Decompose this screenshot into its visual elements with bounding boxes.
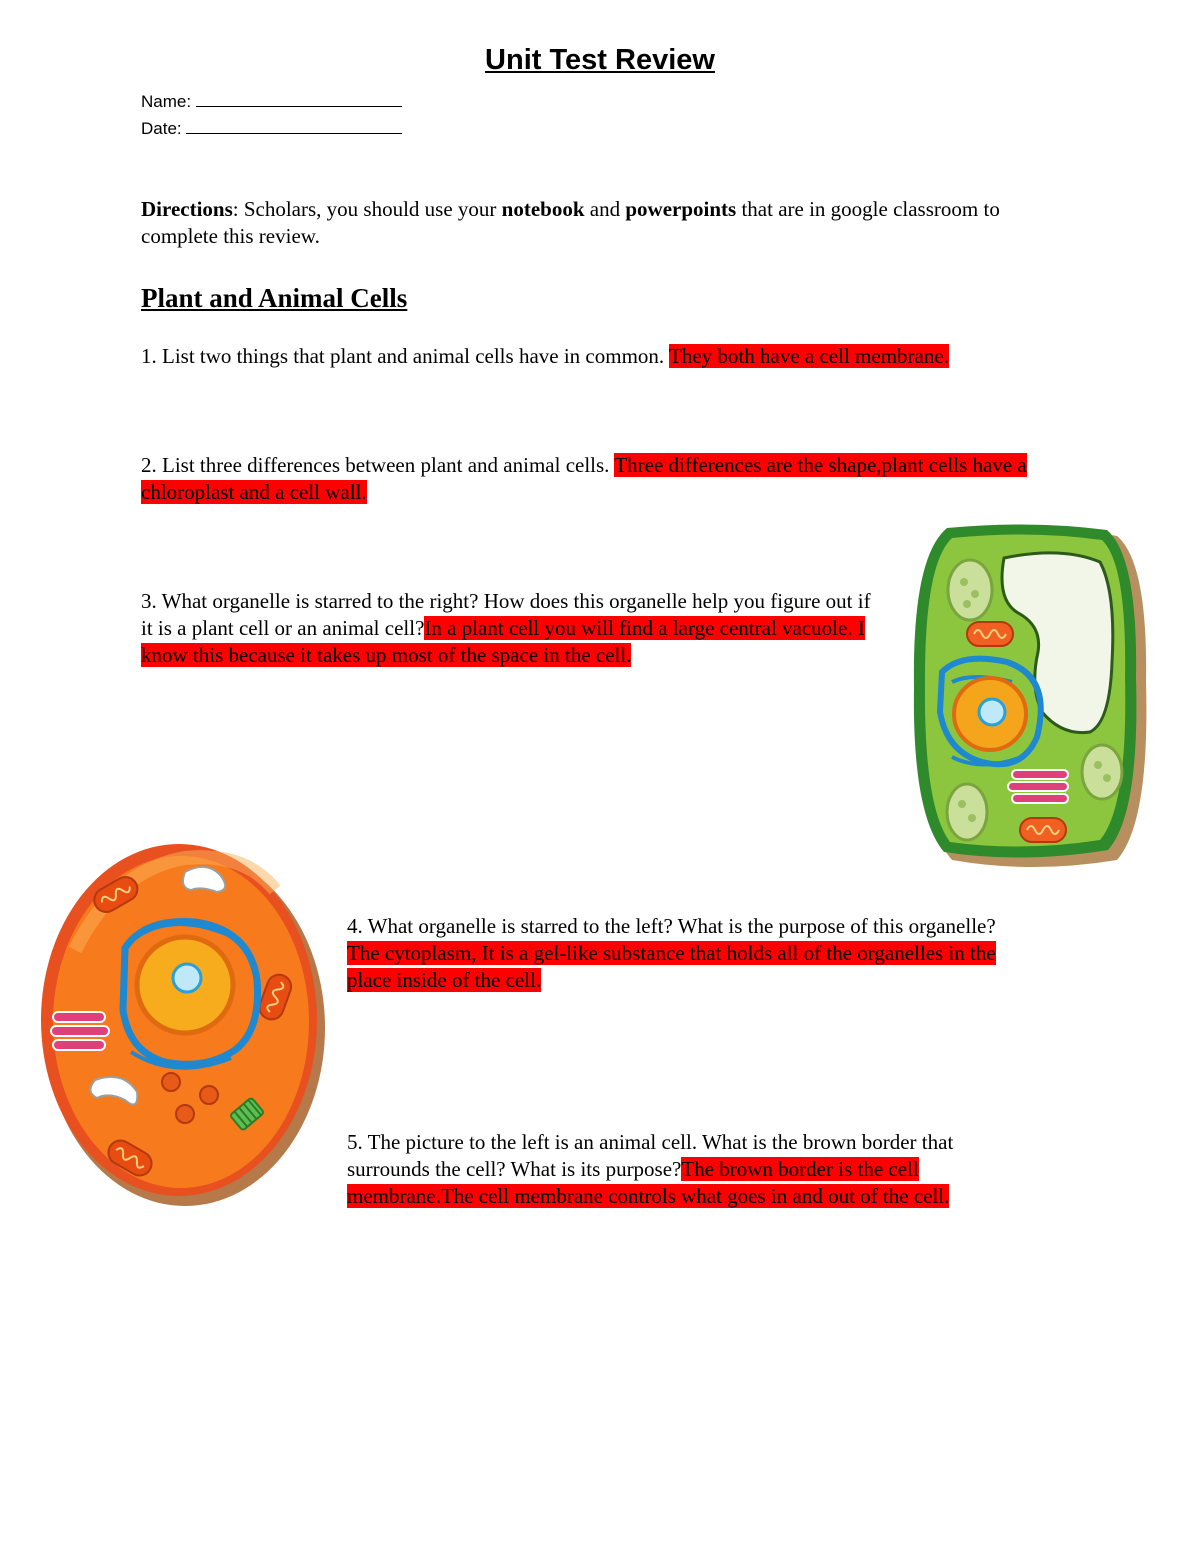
lysosome xyxy=(162,1073,180,1091)
date-field xyxy=(141,117,402,139)
question-text: 2. List three differences between plant and animal cells. xyxy=(141,453,615,477)
name-blank xyxy=(196,90,402,107)
name-field xyxy=(141,90,402,112)
golgi-apparatus xyxy=(51,1012,109,1050)
answer-text: The cytoplasm, It is a gel-like substance that holds all of the organelles in the place inside of the cell. xyxy=(347,941,996,992)
date-blank xyxy=(186,117,402,134)
answer-text: In a plant cell you will find a large central vacuole. I know this because it takes up most of the space in the cell. xyxy=(141,616,865,667)
plant-cell-illustration xyxy=(912,522,1152,874)
answer-text: They both have a cell membrane. xyxy=(669,344,949,368)
question-3 xyxy=(141,588,876,669)
question-text: 1. List two things that plant and animal cells have in common. xyxy=(141,344,670,368)
question-4 xyxy=(347,913,1027,994)
question-2 xyxy=(141,452,1041,506)
question-1 xyxy=(141,343,1081,370)
directions-label: Directions xyxy=(141,197,233,221)
notebook-term: notebook xyxy=(501,197,585,221)
nucleolus xyxy=(173,964,201,992)
lysosome xyxy=(200,1086,218,1104)
chloroplast xyxy=(948,560,992,620)
question-text: 3. What organelle is starred to the right? How does this organelle help you figure out if it is a plant cell or an animal cell? xyxy=(141,589,871,640)
directions: Directions: Scholars, you should use your notebook and powerpoints that are in google classroom to complete this review. xyxy=(141,197,1000,248)
chloroplast xyxy=(1082,745,1122,799)
answer-text: The brown border is the cell membrane.The cell membrane controls what goes in and out of the cell. xyxy=(347,1157,950,1208)
lysosome xyxy=(176,1105,194,1123)
chloroplast xyxy=(947,784,987,840)
question-5 xyxy=(347,1129,1037,1210)
section-heading: Plant and Animal Cells xyxy=(141,283,408,313)
question-text: 5. The picture to the left is an animal cell. What is the brown border that surrounds the cell? What is its purpose? xyxy=(347,1130,954,1181)
date-label: Date: xyxy=(141,119,182,138)
answer-text: Three differences are the shape,plant cells have a chloroplast and a cell wall. xyxy=(141,453,1027,504)
nucleolus xyxy=(979,699,1005,725)
question-text: 4. What organelle is starred to the left? What is the purpose of this organelle? xyxy=(347,914,996,938)
golgi-apparatus xyxy=(1008,770,1068,803)
page-title: Unit Test Review xyxy=(485,44,715,76)
name-label: Name: xyxy=(141,92,192,111)
animal-cell-illustration xyxy=(35,830,327,1210)
powerpoints-term: powerpoints xyxy=(625,197,737,221)
